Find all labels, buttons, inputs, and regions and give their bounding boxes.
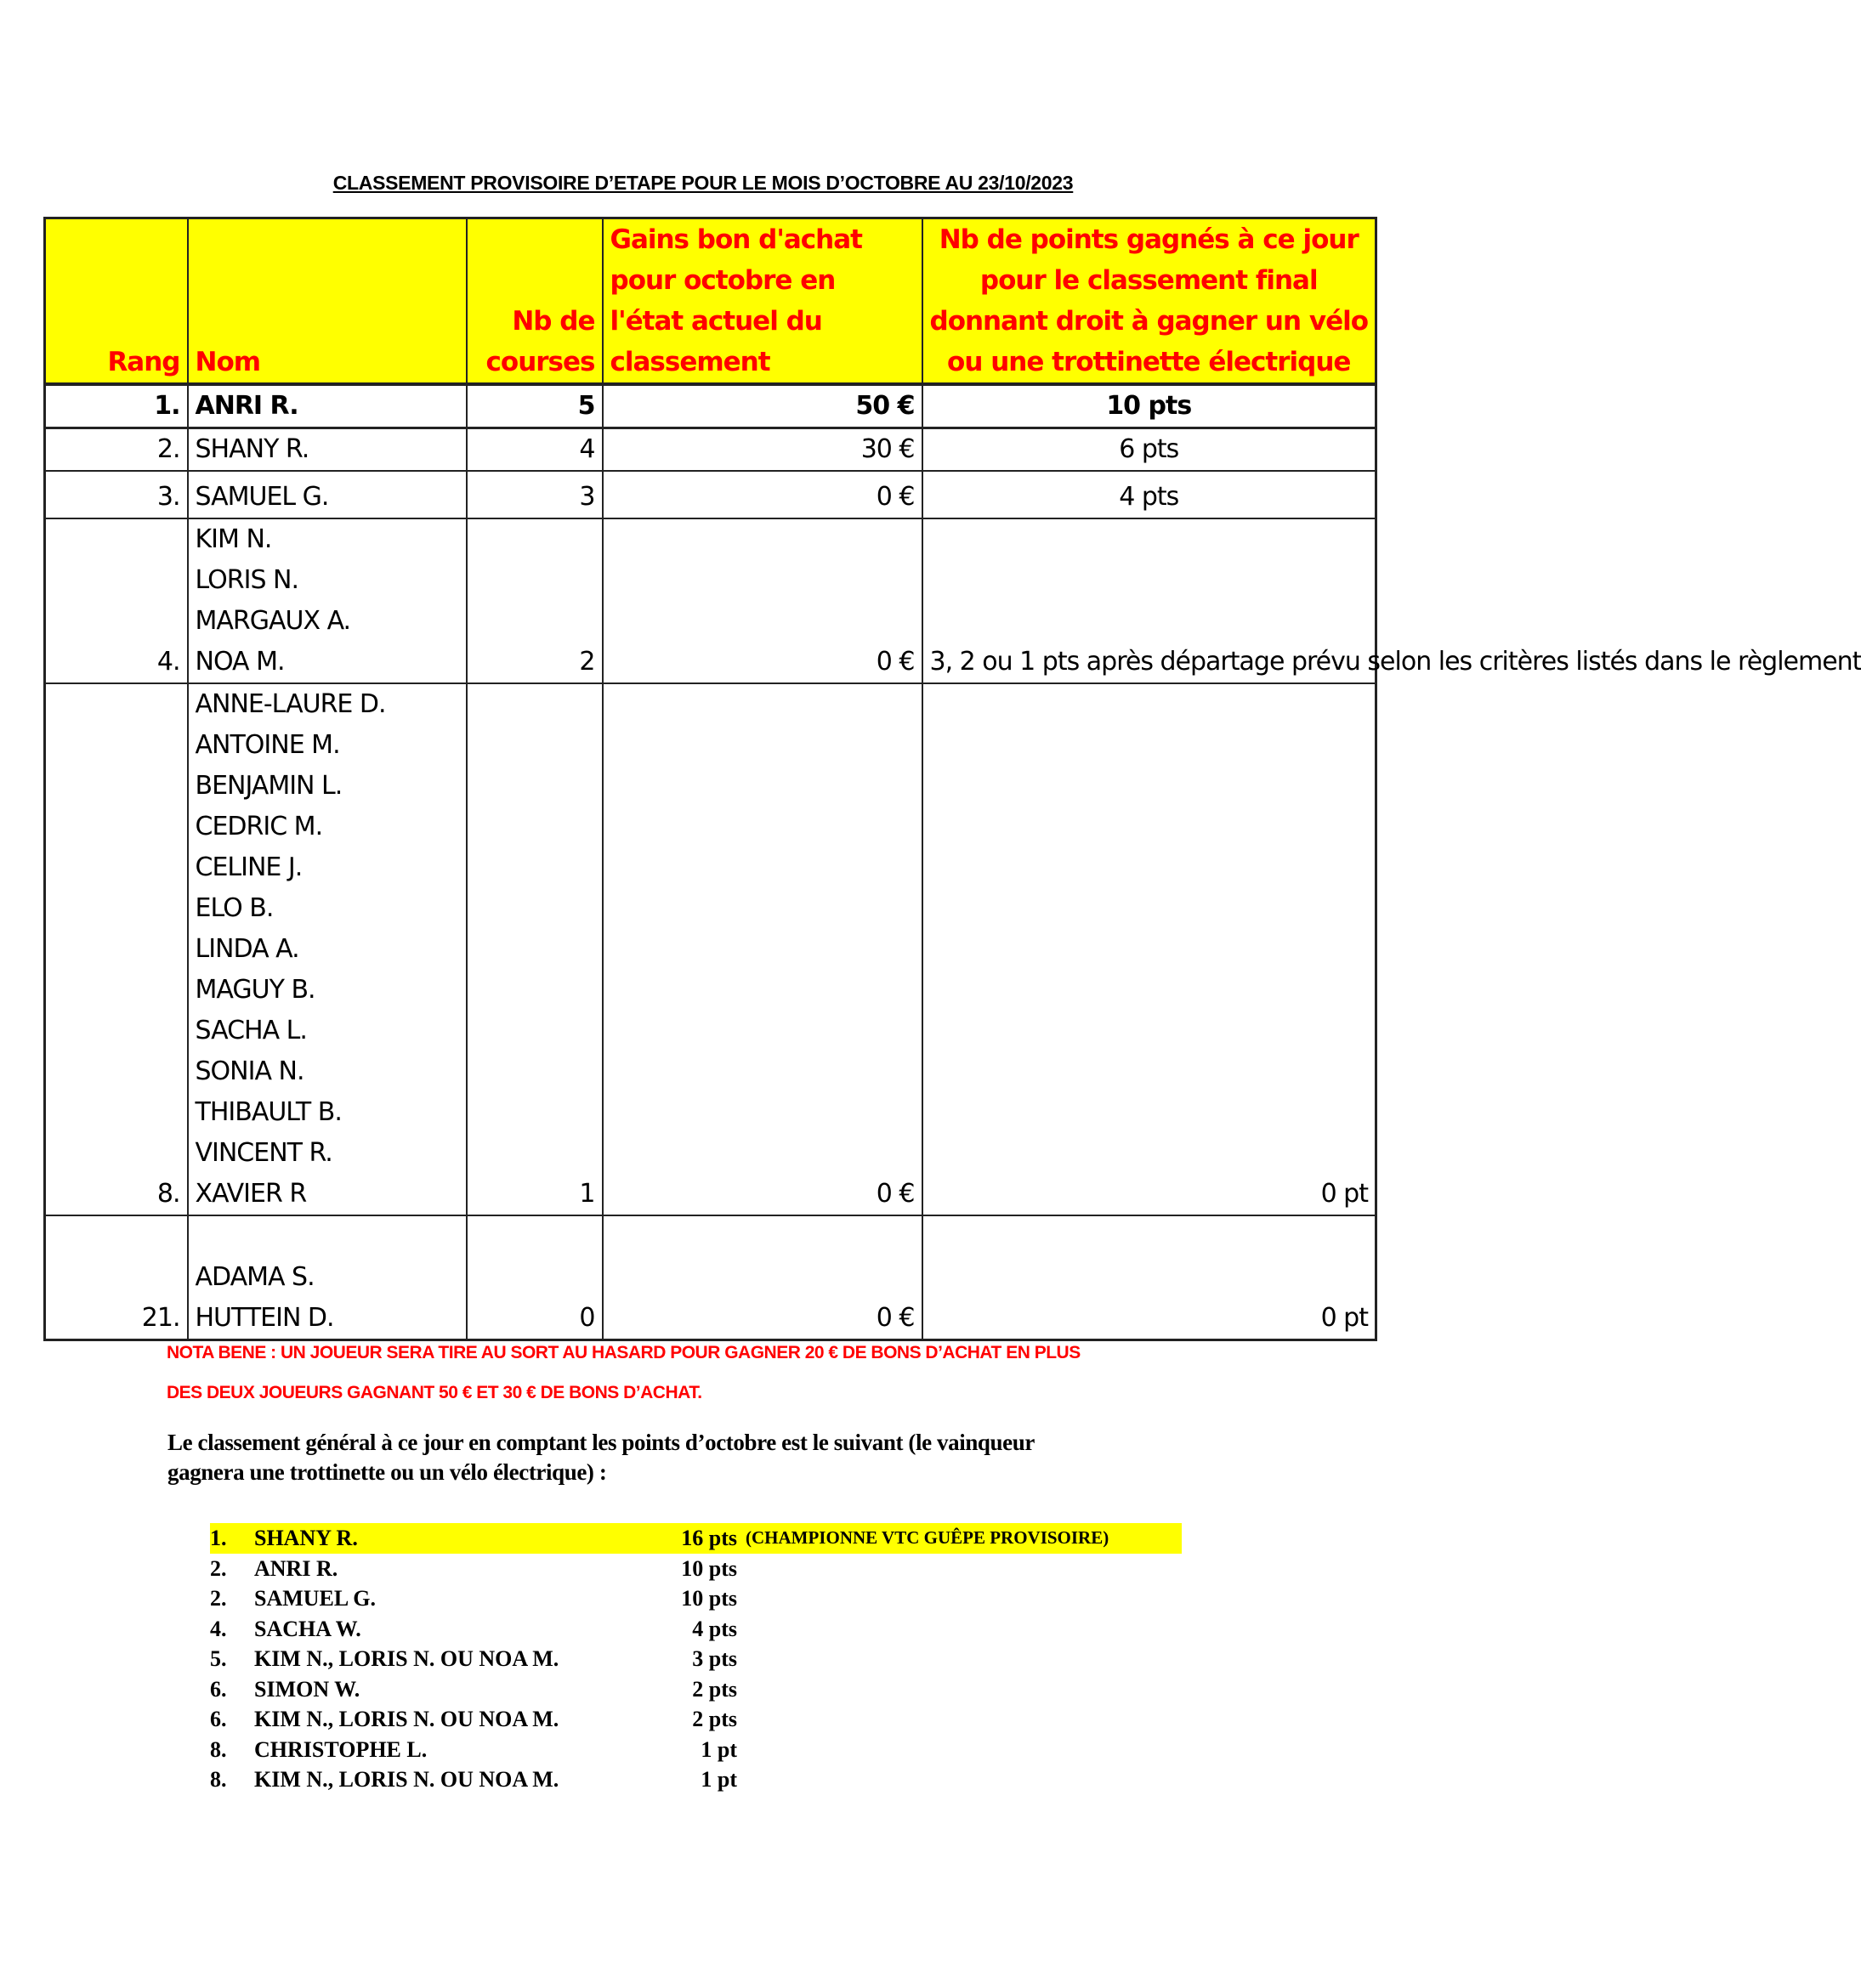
general-points: 2 pts <box>692 1676 737 1702</box>
general-ranking-item <box>210 1554 1188 1584</box>
cell-rang: 4. <box>45 518 188 683</box>
table-row <box>45 518 1376 683</box>
general-rank: 6. <box>210 1676 227 1702</box>
header-courses <box>467 218 603 385</box>
header-gains-line: Gains bon d'achat <box>610 224 862 255</box>
cell-rang: 21. <box>45 1215 188 1340</box>
player-name <box>196 1216 459 1257</box>
header-points-line: ou une trottinette électrique <box>947 347 1351 377</box>
cell-points: 4 pts <box>922 471 1376 518</box>
player-name: BENJAMIN L. <box>195 771 343 801</box>
cell-points: 6 pts <box>922 428 1376 472</box>
cell-gains: 30 € <box>603 428 922 472</box>
cell-points: 0 pt <box>922 1215 1376 1340</box>
general-rank: 2. <box>210 1555 227 1581</box>
general-name: SHANY R. <box>254 1526 358 1550</box>
cell-nom <box>188 518 467 683</box>
general-ranking-list <box>210 1523 1188 1795</box>
general-intro <box>167 1428 1035 1487</box>
cell-courses: 0 <box>467 1215 603 1340</box>
table-row <box>45 384 1376 428</box>
header-nom: Nom <box>188 218 467 385</box>
cell-gains: 0 € <box>603 518 922 683</box>
cell-rang: 8. <box>45 683 188 1215</box>
cell-rang: 1. <box>45 384 188 428</box>
general-ranking-item <box>210 1614 1188 1645</box>
player-name: HUTTEIN D. <box>195 1303 334 1333</box>
cell-courses: 3 <box>467 471 603 518</box>
cell-nom: SAMUEL G. <box>188 471 467 518</box>
cell-points: 10 pts <box>922 384 1376 428</box>
page-title: CLASSEMENT PROVISOIRE D’ETAPE POUR LE MOIS D’OCTOBRE AU 23/10/2023 <box>332 172 1074 194</box>
cell-courses: 5 <box>467 384 603 428</box>
general-ranking-item-highlighted <box>210 1523 1182 1554</box>
cell-gains: 0 € <box>603 683 922 1215</box>
general-points: 10 pts <box>681 1555 737 1581</box>
general-name: KIM N., LORIS N. OU NOA M. <box>254 1707 559 1731</box>
general-points: 10 pts <box>681 1586 737 1611</box>
general-points: 1 pt <box>701 1767 737 1792</box>
general-rank: 2. <box>210 1586 227 1611</box>
general-intro-line: Le classement général à ce jour en comptant les points d’octobre est le suivant (le vainqueur <box>167 1430 1035 1455</box>
general-points: 4 pts <box>692 1616 737 1641</box>
general-points: 2 pts <box>692 1707 737 1731</box>
nota-bene <box>167 1333 1081 1413</box>
header-points-line: Nb de points gagnés à ce jour <box>939 224 1359 255</box>
general-ranking-item <box>210 1764 1188 1795</box>
table-row <box>45 683 1376 1215</box>
cell-courses: 4 <box>467 428 603 472</box>
player-name: LINDA A. <box>195 934 299 964</box>
table-header-row <box>45 218 1376 385</box>
player-name: VINCENT R. <box>195 1138 332 1168</box>
table-row <box>45 1215 1376 1340</box>
general-name: SIMON W. <box>254 1676 360 1702</box>
header-courses-line: Nb de <box>512 306 595 337</box>
player-name: ANNE-LAURE D. <box>195 689 386 719</box>
cell-gains: 50 € <box>603 384 922 428</box>
general-name: SAMUEL G. <box>254 1586 377 1611</box>
player-name: LORIS N. <box>195 565 299 595</box>
header-gains-line: pour octobre en <box>610 265 836 296</box>
cell-gains: 0 € <box>603 1215 922 1340</box>
general-rank: 4. <box>210 1616 227 1641</box>
player-name: NOA M. <box>195 647 285 677</box>
general-ranking-item <box>210 1674 1188 1705</box>
player-name: ELO B. <box>195 893 274 923</box>
general-rank: 6. <box>210 1707 227 1731</box>
cell-nom: SHANY R. <box>188 428 467 472</box>
player-name: ANTOINE M. <box>195 730 340 760</box>
cell-nom <box>188 1215 467 1340</box>
general-rank: 8. <box>210 1767 227 1792</box>
ranking-table <box>43 217 1861 1341</box>
header-points-line: pour le classement final <box>979 265 1318 296</box>
general-ranking-item <box>210 1644 1188 1674</box>
player-name: XAVIER R <box>195 1179 307 1209</box>
nota-bene-line: DES DEUX JOUEURS GAGNANT 50 € ET 30 € DE BONS D’ACHAT. <box>167 1383 702 1402</box>
player-name: KIM N. <box>195 524 272 554</box>
cell-gains: 0 € <box>603 471 922 518</box>
cell-courses: 1 <box>467 683 603 1215</box>
player-name: THIBAULT B. <box>195 1097 342 1127</box>
player-name: CELINE J. <box>195 852 303 882</box>
cell-nom <box>188 683 467 1215</box>
general-ranking-item <box>210 1735 1188 1765</box>
cell-points: 0 pt <box>922 683 1376 1215</box>
header-gains-line: l'état actuel du <box>610 306 822 337</box>
general-ranking-item <box>210 1583 1188 1614</box>
header-gains <box>603 218 922 385</box>
general-rank: 1. <box>210 1526 227 1550</box>
player-name: ADAMA S. <box>195 1262 315 1292</box>
champion-note: (CHAMPIONNE VTC GUÊPE PROVISOIRE) <box>746 1527 1109 1548</box>
general-points: 16 pts <box>681 1526 737 1550</box>
header-points-line: donnant droit à gagner un vélo <box>929 306 1369 337</box>
player-name: MAGUY B. <box>195 975 315 1005</box>
table-row <box>45 471 1376 518</box>
general-rank: 5. <box>210 1646 227 1671</box>
header-gains-line: classement <box>610 347 770 377</box>
general-name: KIM N., LORIS N. OU NOA M. <box>254 1767 559 1792</box>
general-points: 1 pt <box>701 1736 737 1762</box>
general-rank: 8. <box>210 1736 227 1762</box>
player-name: SONIA N. <box>195 1056 304 1086</box>
table-row <box>45 428 1376 472</box>
cell-courses: 2 <box>467 518 603 683</box>
general-name: CHRISTOPHE L. <box>254 1736 428 1762</box>
general-name: KIM N., LORIS N. OU NOA M. <box>254 1646 559 1671</box>
cell-nom: ANRI R. <box>188 384 467 428</box>
general-intro-line: gagnera une trottinette ou un vélo électrique) : <box>167 1459 607 1485</box>
player-name: SACHA L. <box>195 1016 307 1045</box>
general-ranking-item <box>210 1704 1188 1735</box>
general-name: SACHA W. <box>254 1616 361 1641</box>
player-name: CEDRIC M. <box>195 812 323 841</box>
header-rang: Rang <box>45 218 188 385</box>
cell-rang: 3. <box>45 471 188 518</box>
cell-points-tiebreak: 3, 2 ou 1 pts après départage prévu selon les critères listés dans le règlement <box>922 518 1376 683</box>
general-name: ANRI R. <box>254 1555 338 1581</box>
nota-bene-line: NOTA BENE : UN JOUEUR SERA TIRE AU SORT AU HASARD POUR GAGNER 20 € DE BONS D’ACHAT EN PLUS <box>167 1343 1081 1362</box>
header-points <box>922 218 1376 385</box>
player-name: MARGAUX A. <box>195 606 351 636</box>
cell-rang: 2. <box>45 428 188 472</box>
general-points: 3 pts <box>692 1646 737 1671</box>
header-courses-line: courses <box>485 347 595 377</box>
